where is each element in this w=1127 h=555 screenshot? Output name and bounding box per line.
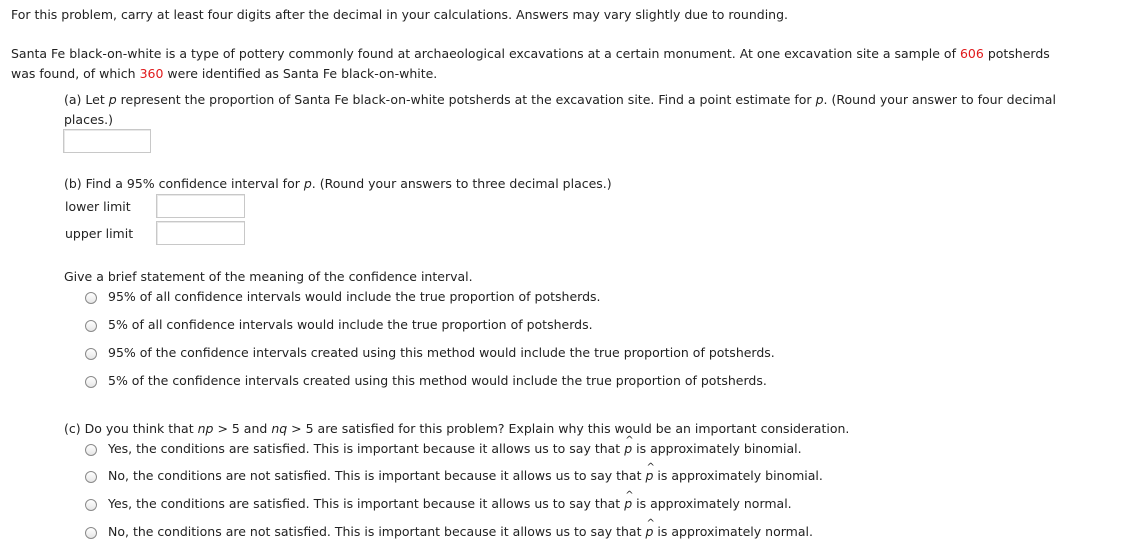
- meaning-option-3-radio[interactable]: [85, 348, 97, 360]
- meaning-option-3-label[interactable]: 95% of the confidence intervals created using this method would include the true proportion of potsherds.: [108, 345, 775, 360]
- conditions-option-1-label[interactable]: [108, 441, 802, 456]
- option-text: is approximately normal.: [657, 524, 813, 539]
- meaning-option-1-radio[interactable]: [85, 292, 97, 304]
- part-c-text: > 5 are satisfied for this problem? Explain why this would be an important consideration.: [291, 421, 850, 436]
- conditions-option-2-radio[interactable]: [85, 471, 97, 483]
- conditions-option-3-label[interactable]: [108, 496, 792, 511]
- variable-p: p: [303, 176, 312, 191]
- meaning-option-2-label[interactable]: 5% of all confidence intervals would include the true proportion of potsherds.: [108, 317, 593, 332]
- conditions-option-1-radio[interactable]: [85, 444, 97, 456]
- sample-size-value: 606: [959, 46, 984, 61]
- problem-line-2: [11, 66, 437, 81]
- problem-text: potsherds: [987, 46, 1050, 61]
- variable-np: np: [197, 421, 214, 436]
- option-text: No, the conditions are not satisfied. This is important because it allows us to say that: [108, 468, 642, 483]
- conditions-option-2-label[interactable]: [108, 468, 823, 483]
- lower-limit-label: lower limit: [65, 199, 131, 214]
- part-a-text: (a) Let: [64, 92, 105, 107]
- part-a-text: . (Round your answer to four decimal: [823, 92, 1056, 107]
- option-text: Yes, the conditions are satisfied. This is important because it allows us to say that: [108, 441, 621, 456]
- variable-p: p: [108, 92, 117, 107]
- option-text: is approximately binomial.: [636, 441, 802, 456]
- part-b-text: (b) Find a 95% confidence interval for: [64, 176, 300, 191]
- option-text: is approximately normal.: [636, 496, 792, 511]
- upper-limit-label: upper limit: [65, 226, 134, 241]
- p-hat-symbol: ^ p: [624, 441, 632, 456]
- part-b-text: . (Round your answers to three decimal places.): [311, 176, 612, 191]
- part-a-text: represent the proportion of Santa Fe black-on-white potsherds at the excavation site. Find a point estimate for: [120, 92, 812, 107]
- meaning-option-2-radio[interactable]: [85, 320, 97, 332]
- problem-text: Santa Fe black-on-white is a type of pottery commonly found at archaeological excavations at a certain monument. At one excavation site a sample of: [11, 46, 956, 61]
- part-c-question: [64, 421, 849, 436]
- part-a-question: [64, 92, 1056, 107]
- p-hat-symbol: ^ p: [624, 496, 632, 511]
- option-text: is approximately binomial.: [657, 468, 823, 483]
- problem-text: were identified as Santa Fe black-on-white.: [167, 66, 438, 81]
- part-a-question-line2: places.): [64, 112, 113, 127]
- part-b-question: [64, 176, 612, 191]
- part-c-text: (c) Do you think that: [64, 421, 194, 436]
- variable-nq: nq: [271, 421, 288, 436]
- instructions-text: For this problem, carry at least four digits after the decimal in your calculations. Answers may vary slightly due to rounding.: [11, 7, 789, 22]
- part-c-text: > 5 and: [217, 421, 268, 436]
- meaning-option-4-radio[interactable]: [85, 376, 97, 388]
- option-text: Yes, the conditions are satisfied. This is important because it allows us to say that: [108, 496, 621, 511]
- p-hat-symbol: ^ p: [645, 468, 653, 483]
- point-estimate-input[interactable]: [63, 129, 151, 153]
- conditions-option-4-radio[interactable]: [85, 527, 97, 539]
- conditions-option-3-radio[interactable]: [85, 499, 97, 511]
- p-hat-symbol: ^ p: [645, 524, 653, 539]
- meaning-option-1-label[interactable]: 95% of all confidence intervals would include the true proportion of potsherds.: [108, 289, 601, 304]
- identified-count-value: 360: [139, 66, 164, 81]
- variable-p: p: [815, 92, 824, 107]
- conditions-option-4-label[interactable]: [108, 524, 813, 539]
- upper-limit-input[interactable]: [156, 221, 245, 245]
- problem-text: was found, of which: [11, 66, 136, 81]
- problem-line-1: [11, 46, 1050, 61]
- lower-limit-input[interactable]: [156, 194, 245, 218]
- meaning-prompt: Give a brief statement of the meaning of the confidence interval.: [64, 269, 473, 284]
- meaning-option-4-label[interactable]: 5% of the confidence intervals created using this method would include the true proportion of potsherds.: [108, 373, 767, 388]
- option-text: No, the conditions are not satisfied. This is important because it allows us to say that: [108, 524, 642, 539]
